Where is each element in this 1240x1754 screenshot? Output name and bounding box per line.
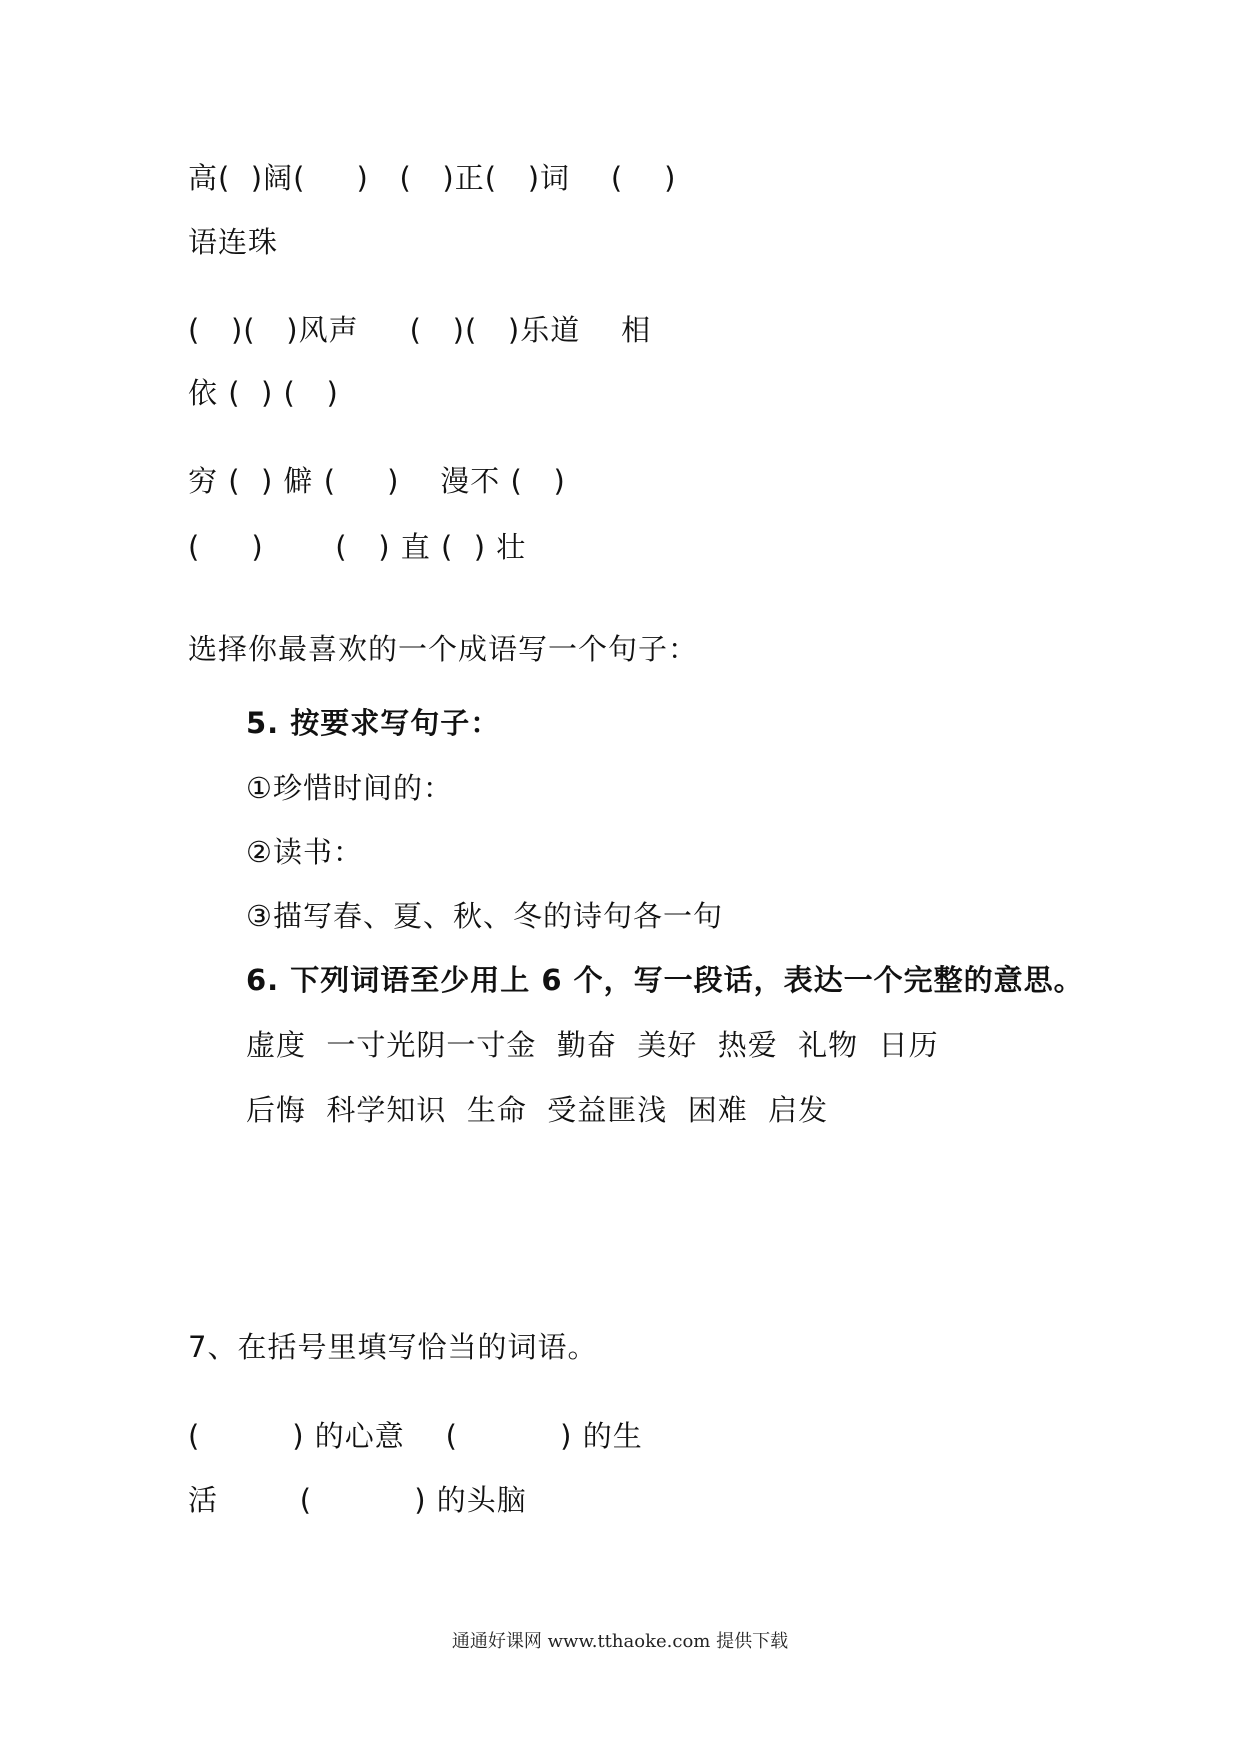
- idiom-line-4: 依 ( ) ( ): [188, 376, 339, 410]
- q5-title: 5. 按要求写句子：: [246, 706, 501, 740]
- q6-title: 6. 下列词语至少用上 6 个，写一段话，表达一个完整的意思。: [246, 963, 1084, 997]
- q6-words-row-2: 后悔 科学知识 生命 受益匪浅 困难 启发: [246, 1093, 829, 1127]
- q6-words-row-1: 虚度 一寸光阴一寸金 勤奋 美好 热爱 礼物 日历: [246, 1028, 939, 1062]
- q7-title: 7、在括号里填写恰当的词语。: [188, 1330, 598, 1364]
- q5-item-3: ③描写春、夏、秋、冬的诗句各一句: [246, 899, 723, 933]
- page-footer: 通通好课网 www.tthaoke.com 提供下载: [451, 1631, 789, 1652]
- idiom-line-2: 语连珠: [188, 225, 279, 259]
- idiom-line-3: ( )( )风声 ( )( )乐道 相: [188, 313, 652, 347]
- idiom-line-5: 穷 ( ) 僻 ( ) 漫不 ( ): [188, 464, 566, 498]
- q7-line-2: 活 ( ) 的头脑: [188, 1483, 527, 1517]
- choose-prompt: 选择你最喜欢的一个成语写一个句子：: [188, 632, 699, 666]
- idiom-line-1: 高( )阔( ) ( )正( )词 ( ): [188, 161, 677, 195]
- idiom-line-6: ( ) ( ) 直 ( ) 壮: [188, 530, 527, 564]
- q5-item-2: ②读书：: [246, 835, 363, 869]
- q7-line-1: ( ) 的心意 ( ) 的生: [188, 1419, 643, 1453]
- q5-item-1: ①珍惜时间的：: [246, 771, 453, 805]
